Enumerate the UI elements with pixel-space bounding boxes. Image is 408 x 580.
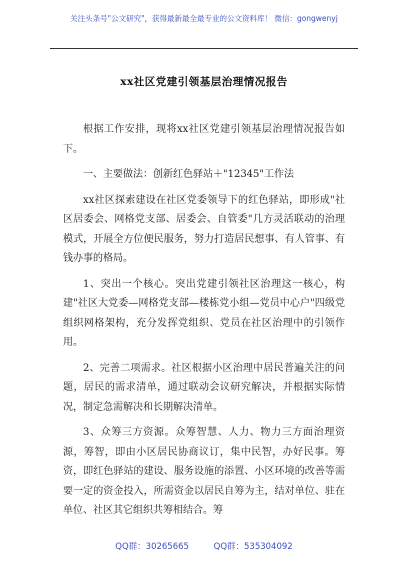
- section-heading: 一、主要做法：创新红色驿站＋"12345"工作法: [83, 169, 295, 180]
- body-paragraph: 2、完善二项需求。社区根据小区治理中居民普遍关注的问题，居民的需求清单，通过联动会议研究解决，并根据实际情况，制定急需解决和长期解决清单。: [63, 362, 345, 413]
- intro-paragraph: 根据工作安排，现将xx社区党建引领基层治理情况报告如下。: [63, 124, 345, 155]
- header-banner: 关注头条号"公文研究"，获得最新最全最专业的公文资料库！ 微信：gongwenyj: [70, 14, 338, 23]
- document-title: xx社区党建引领基层治理情况报告: [120, 76, 288, 88]
- body-paragraph: 1、突出一个核心。突出党建引领社区治理这一核心，构建"社区大党委—网格党支部—楼栋党小组—党员中心户"四级党组织网格架构，充分发挥党组织、党员在社区治理中的引领作用。: [63, 278, 345, 348]
- footer-qq-group-1: QQ群：30265665: [115, 542, 189, 552]
- body-paragraph: 3、众筹三方资源。众筹智慧、人力、物力三方面治理资源，筹智，即由小区居民协商议订，集中民智，办好民事。筹资，即红色驿站的建设、服务设施的添置、小区环境的改善等需要一定的资金投入，所需资金以居民自筹为主，结对单位、驻在单位、社区其它组织共筹相结合。筹: [63, 427, 345, 516]
- footer-qq-group-2: QQ群：535304092: [213, 542, 293, 552]
- header-divider: [50, 48, 358, 49]
- footer-contact: [0, 540, 408, 552]
- document-body: [63, 120, 345, 527]
- body-paragraph: xx社区探索建设在社区党委领导下的红色驿站，即形成"社区居委会、网格党支部、居委会、自管委"几方灵活联动的治理模式，开展全方位便民服务，努力打造居民想事、有人管事、有钱办事的格局。: [63, 194, 345, 264]
